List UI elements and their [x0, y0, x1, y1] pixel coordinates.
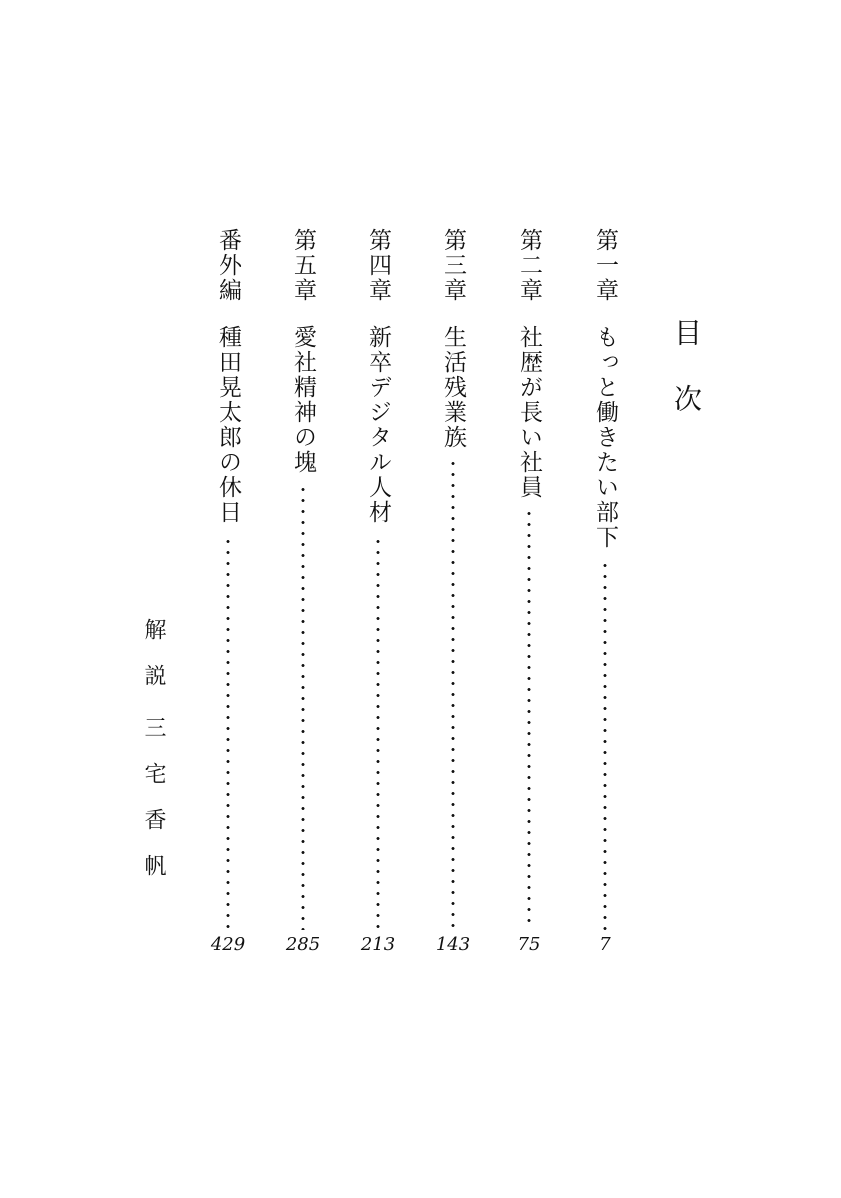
leader-dots	[376, 536, 380, 930]
chapter-title: 社歴が長い社員	[516, 325, 542, 500]
toc-title: 目次	[670, 318, 703, 450]
commentary-author: 三宅香帆	[141, 716, 166, 900]
chapter-title: 新卒デジタル人材	[365, 325, 391, 525]
chapter-number: 第四章	[365, 228, 391, 303]
page-number: 7	[599, 934, 611, 955]
chapter-number: 第三章	[440, 228, 466, 303]
chapter-title: 愛社精神の塊	[290, 325, 316, 475]
commentary-label: 解説	[141, 618, 166, 710]
page-number: 75	[517, 934, 541, 955]
leader-dots	[226, 536, 230, 930]
page-number: 213	[360, 934, 396, 955]
page-number: 143	[435, 934, 471, 955]
leader-dots	[451, 458, 455, 930]
leader-dots	[603, 560, 607, 930]
chapter-title: 生活残業族	[440, 325, 466, 450]
page-number: 285	[285, 934, 321, 955]
chapter-number: 第二章	[516, 228, 542, 303]
page-number: 429	[210, 934, 246, 955]
chapter-number: 番外編	[215, 228, 241, 303]
leader-dots	[527, 508, 531, 930]
chapter-number: 第一章	[592, 228, 618, 303]
chapter-title: 種田晃太郎の休日	[215, 325, 241, 525]
leader-dots	[301, 484, 305, 930]
toc-entry-commentary[interactable]	[136, 618, 170, 918]
chapter-number: 第五章	[290, 228, 316, 303]
chapter-title: もっと働きたい部下	[592, 325, 618, 550]
